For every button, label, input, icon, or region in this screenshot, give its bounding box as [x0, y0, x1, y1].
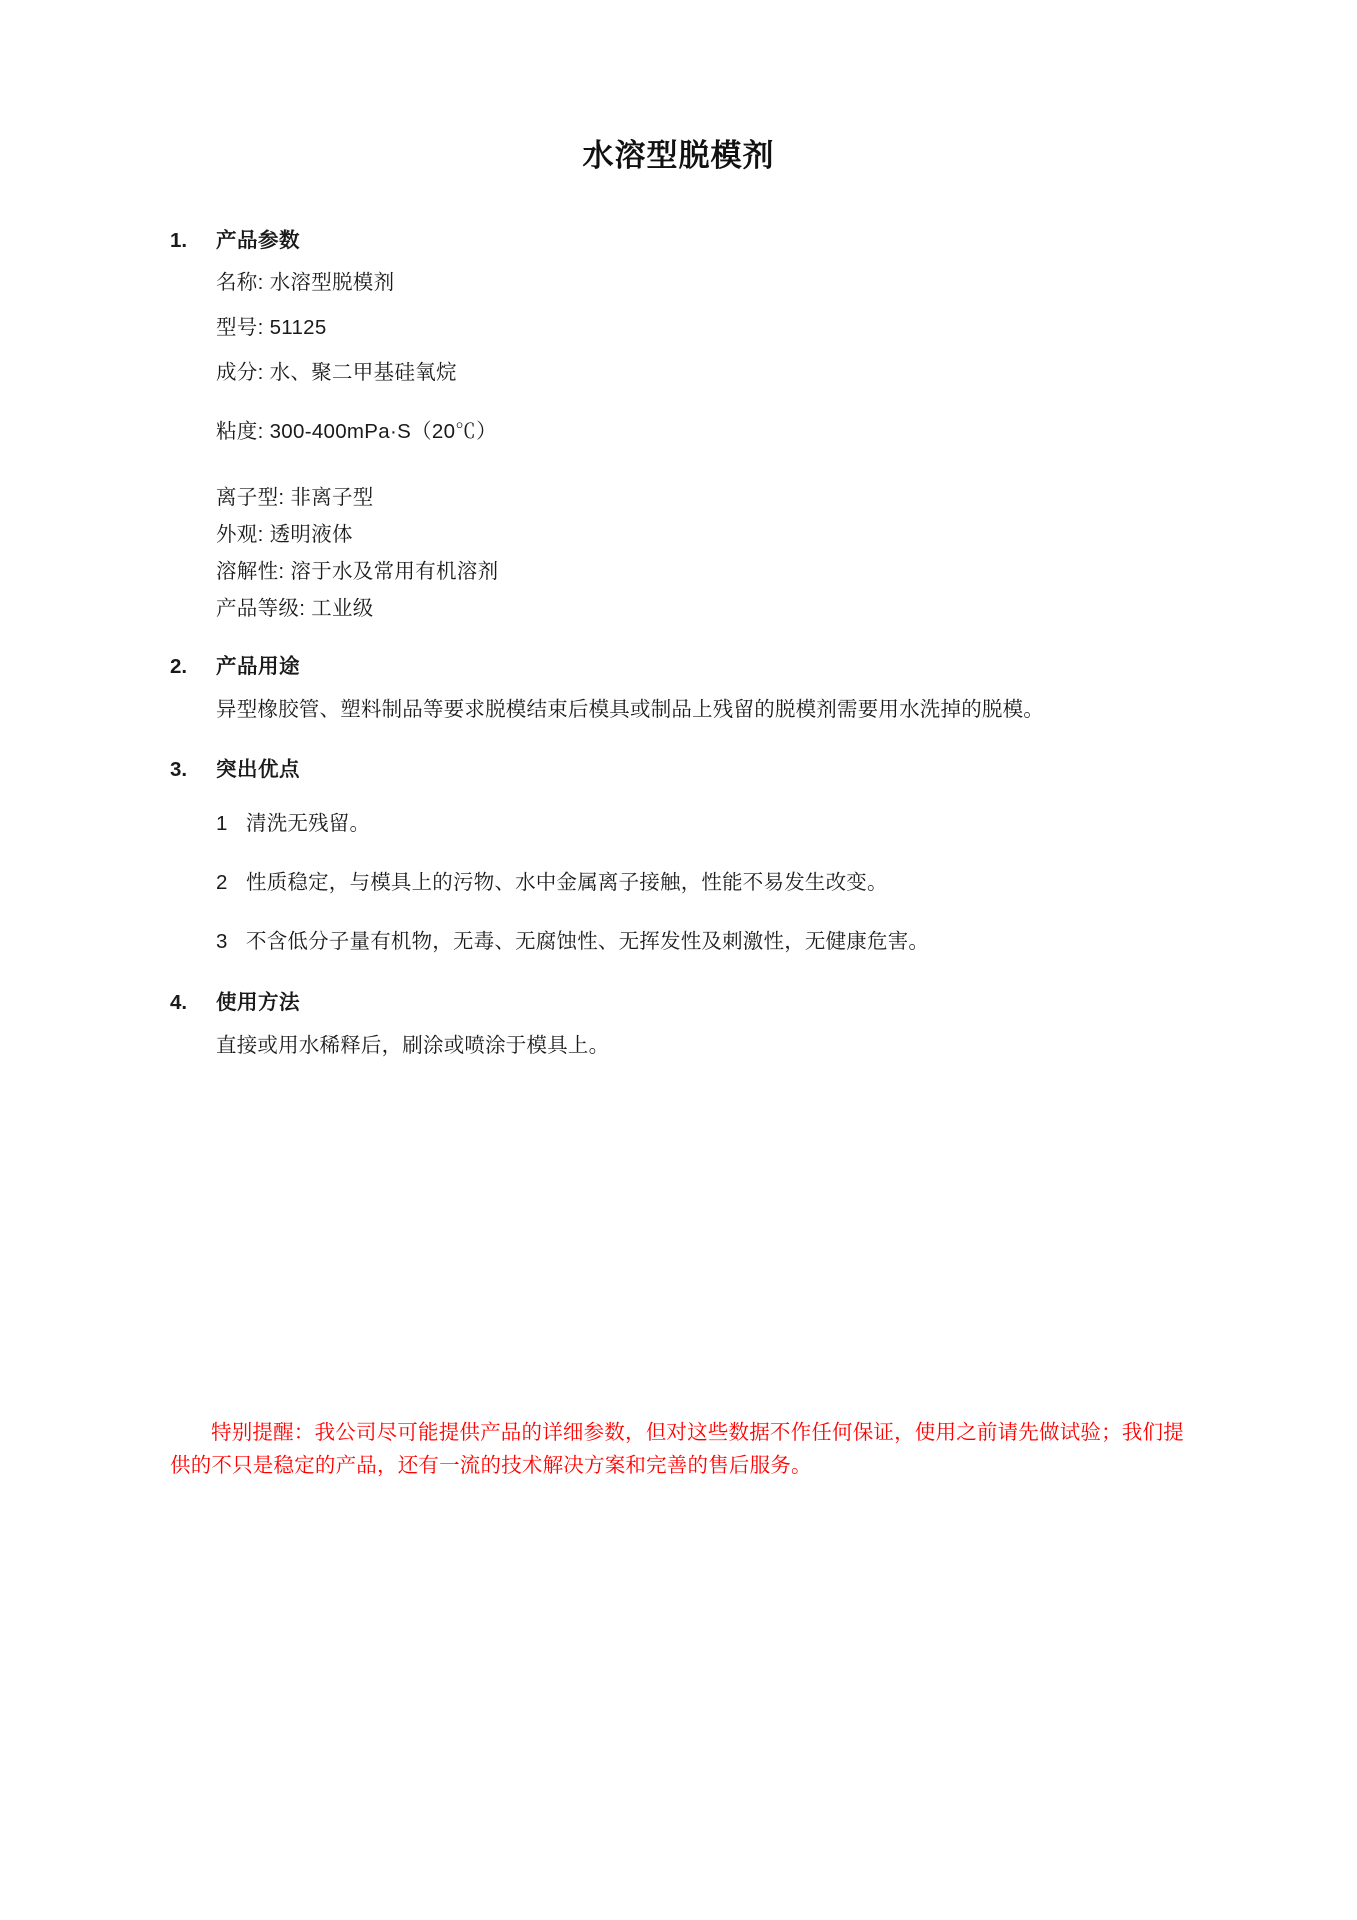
section-number: 2.: [170, 654, 188, 678]
section-title: 产品用途: [216, 654, 300, 678]
page-title: 水溶型脱模剂: [582, 138, 775, 173]
parameter-viscosity: 粘度: 300-400mPa·S（20℃）: [216, 420, 497, 444]
section-advantages: [170, 752, 1187, 958]
section-product-parameters: [170, 223, 1187, 627]
section-number: 3.: [170, 758, 188, 782]
list-item: [216, 808, 1187, 841]
list-item-text: 清洗无残留。: [246, 812, 371, 836]
list-item-number: 2: [216, 871, 228, 895]
parameter-ionic-type: 离子型: 非离子型: [216, 485, 374, 509]
list-item-text: 不含低分子量有机物，无毒、无腐蚀性、无挥发性及刺激性，无健康危害。: [246, 930, 930, 954]
list-item-number: 3: [216, 930, 228, 954]
parameter-composition: 成分: 水、聚二甲基硅氧烷: [216, 361, 457, 385]
list-item: [216, 867, 1187, 900]
section-heading: [170, 649, 1187, 679]
section-number: 4.: [170, 990, 188, 1014]
section-heading: [170, 985, 1187, 1015]
section-heading: [170, 223, 1187, 253]
parameter-name: 名称: 水溶型脱模剂: [216, 271, 395, 294]
section-title: 突出优点: [216, 758, 300, 782]
section-body: 直接或用水稀释后，刷涂或喷涂于模具上。: [216, 1033, 610, 1057]
section-heading: [170, 752, 1187, 782]
list-item: [216, 926, 1187, 959]
parameter-list: [170, 267, 1187, 627]
list-item-text: 性质稳定，与模具上的污物、水中金属离子接触，性能不易发生改变。: [246, 871, 888, 895]
parameter-solubility: 溶解性: 溶于水及常用有机溶剂: [216, 560, 499, 584]
parameter-model: 型号: 51125: [216, 316, 327, 340]
special-notice: 特别提醒：我公司尽可能提供产品的详细参数，但对这些数据不作任何保证，使用之前请先做试验；我们提供的不只是稳定的产品，还有一流的技术解决方案和完善的售后服务。: [170, 1420, 1184, 1477]
section-number: 1.: [170, 229, 188, 252]
section-title: 产品参数: [216, 229, 300, 252]
parameter-grade: 产品等级: 工业级: [216, 597, 374, 621]
section-body: 异型橡胶管、塑料制品等要求脱模结束后模具或制品上残留的脱模剂需要用水洗掉的脱模。: [216, 697, 1044, 721]
advantage-list: [170, 796, 1187, 958]
parameter-appearance: 外观: 透明液体: [216, 522, 353, 546]
section-title: 使用方法: [216, 990, 300, 1014]
section-product-usage: [170, 649, 1187, 727]
list-item-number: 1: [216, 812, 228, 836]
section-usage-method: [170, 985, 1187, 1063]
